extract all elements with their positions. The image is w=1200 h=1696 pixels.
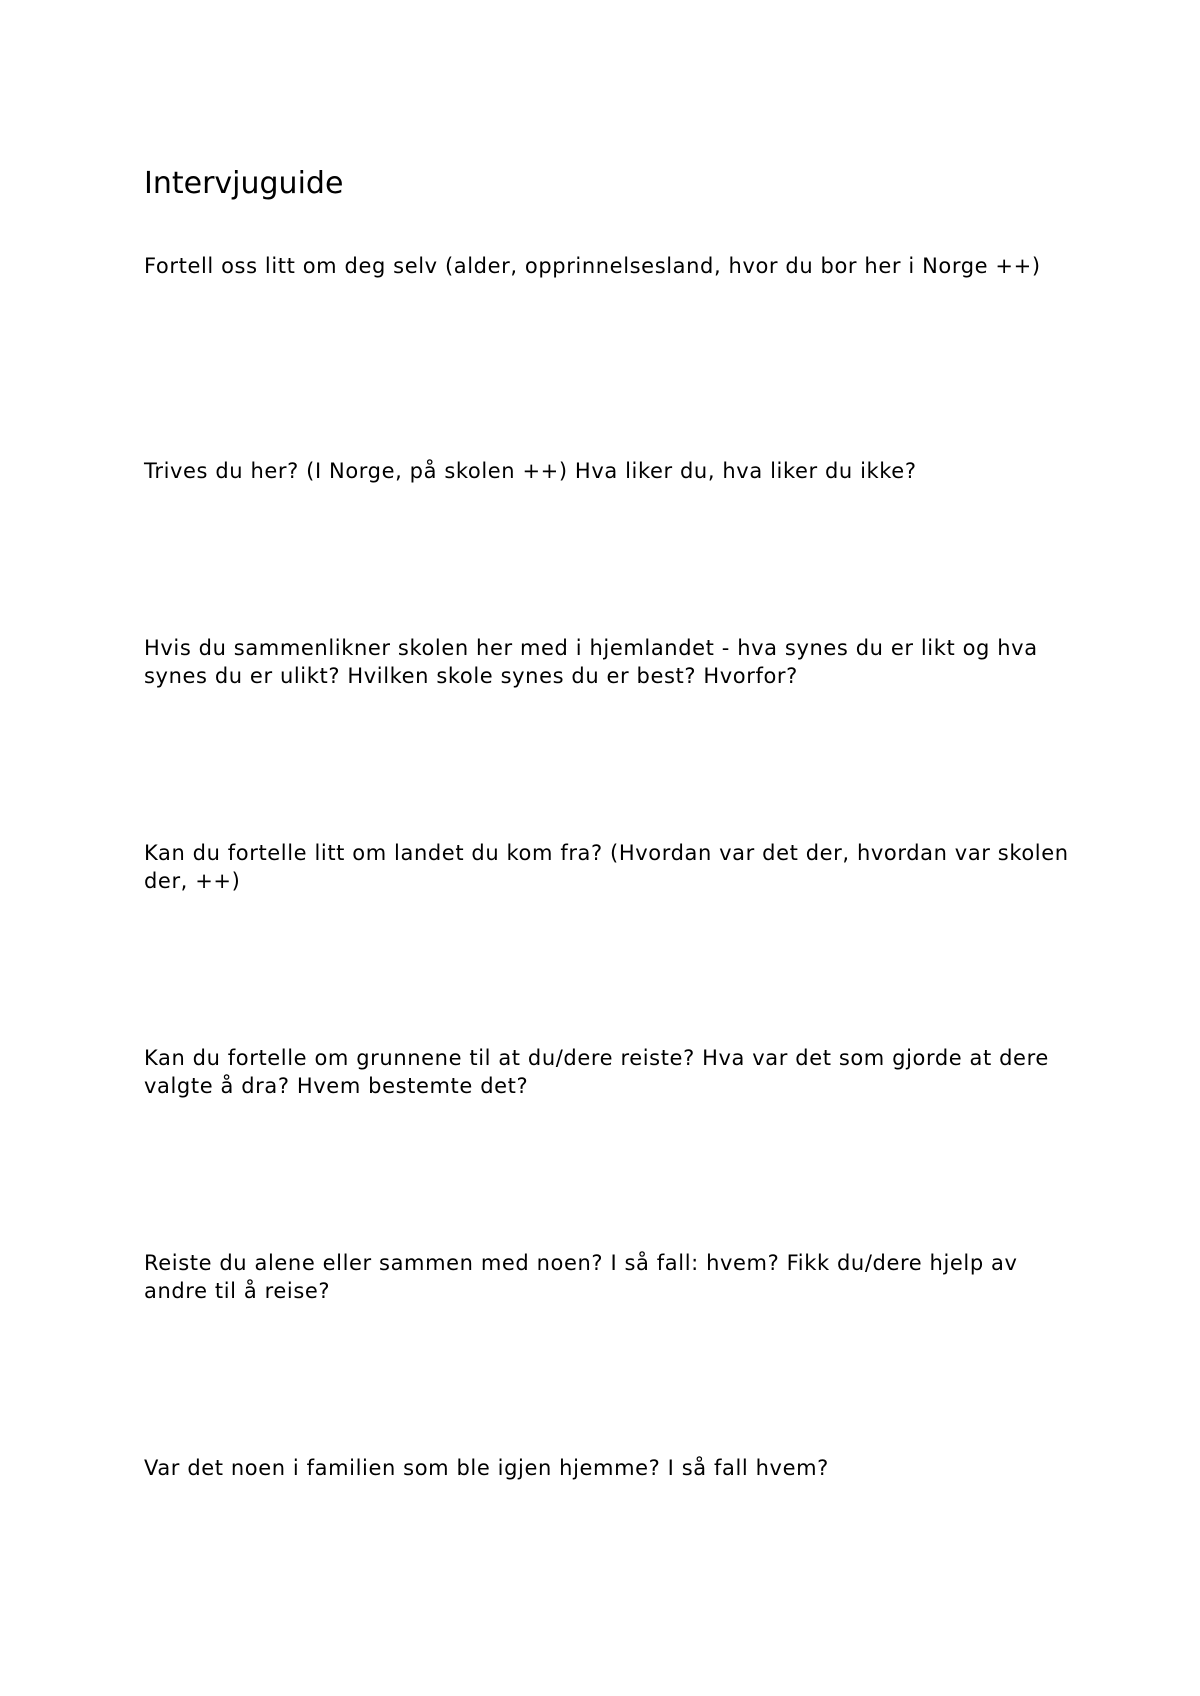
question-1: Fortell oss litt om deg selv (alder, opprinnelsesland, hvor du bor her i Norge ++) — [144, 254, 1041, 278]
question-4: Kan du fortelle litt om landet du kom fra? (Hvordan var det der, hvordan var skolen der, ++) — [144, 841, 1069, 893]
question-7: Var det noen i familien som ble igjen hjemme? I så fall hvem? — [144, 1456, 829, 1480]
question-2: Trives du her? (I Norge, på skolen ++) Hva liker du, hva liker du ikke? — [144, 459, 917, 483]
question-6: Reiste du alene eller sammen med noen? I så fall: hvem? Fikk du/dere hjelp av andre til å reise? — [144, 1251, 1018, 1303]
question-5: Kan du fortelle om grunnene til at du/dere reiste? Hva var det som gjorde at dere valgte å dra? Hvem bestemte det? — [144, 1046, 1049, 1098]
page-title: Intervjuguide — [144, 166, 344, 201]
question-3: Hvis du sammenlikner skolen her med i hjemlandet - hva synes du er likt og hva synes du er ulikt? Hvilken skole synes du er best? Hvorfor? — [144, 636, 1038, 688]
